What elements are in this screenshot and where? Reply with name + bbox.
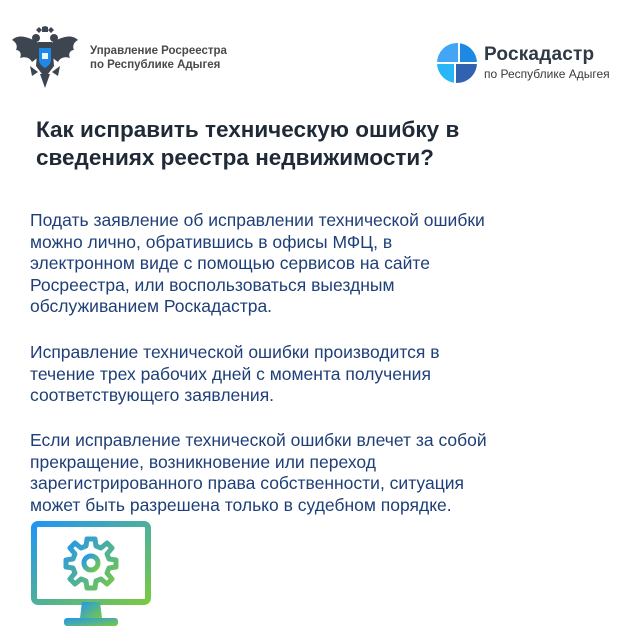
title-line: Как исправить техническую ошибку в <box>36 117 460 142</box>
organization-name <box>90 44 227 72</box>
brand-title: Роскадастр <box>484 44 595 65</box>
paragraph-line: соответствующего заявления. <box>30 385 275 406</box>
brand-subtitle: по Республике Адыгея <box>484 67 610 81</box>
org-name-line2: по Республике Адыгея <box>90 59 221 71</box>
paragraph-line: прекращение, возникновение или переход <box>30 451 376 472</box>
paragraph-processing-time <box>30 342 590 407</box>
title-line: сведениях реестра недвижимости? <box>36 145 434 170</box>
paragraph-line: электронном виде с помощью сервисов на сайте <box>30 253 430 274</box>
paragraph-line: Если исправление технической ошибки влечет за собой <box>30 430 487 450</box>
paragraph-line: зарегистрированного права собственности, ситуация <box>30 473 464 494</box>
paragraph-line: можно лично, обратившись в офисы МФЦ, в <box>30 231 393 252</box>
org-name-line1: Управление Росреестра <box>90 45 227 57</box>
page-title <box>36 116 596 172</box>
paragraph-line: Исправление технической ошибки производится в <box>30 342 440 362</box>
paragraph-line: Росреестра, или воспользоваться выездным <box>30 274 395 295</box>
paragraph-court-procedure <box>30 430 590 516</box>
roskadastr-logo-icon <box>436 42 478 84</box>
paragraph-line: течение трех рабочих дней с момента получения <box>30 363 431 384</box>
roskadastr-header <box>436 42 610 84</box>
paragraph-line: может быть разрешена только в судебном порядке. <box>30 494 452 515</box>
rosreestr-header <box>10 26 227 90</box>
paragraph-line: Подать заявление об исправлении технической ошибки <box>30 210 485 230</box>
monitor-gear-icon <box>30 520 152 636</box>
paragraph-line: обслуживанием Роскадастра. <box>30 296 273 317</box>
paragraph-how-to-apply <box>30 210 590 318</box>
eagle-emblem-icon <box>10 26 80 90</box>
